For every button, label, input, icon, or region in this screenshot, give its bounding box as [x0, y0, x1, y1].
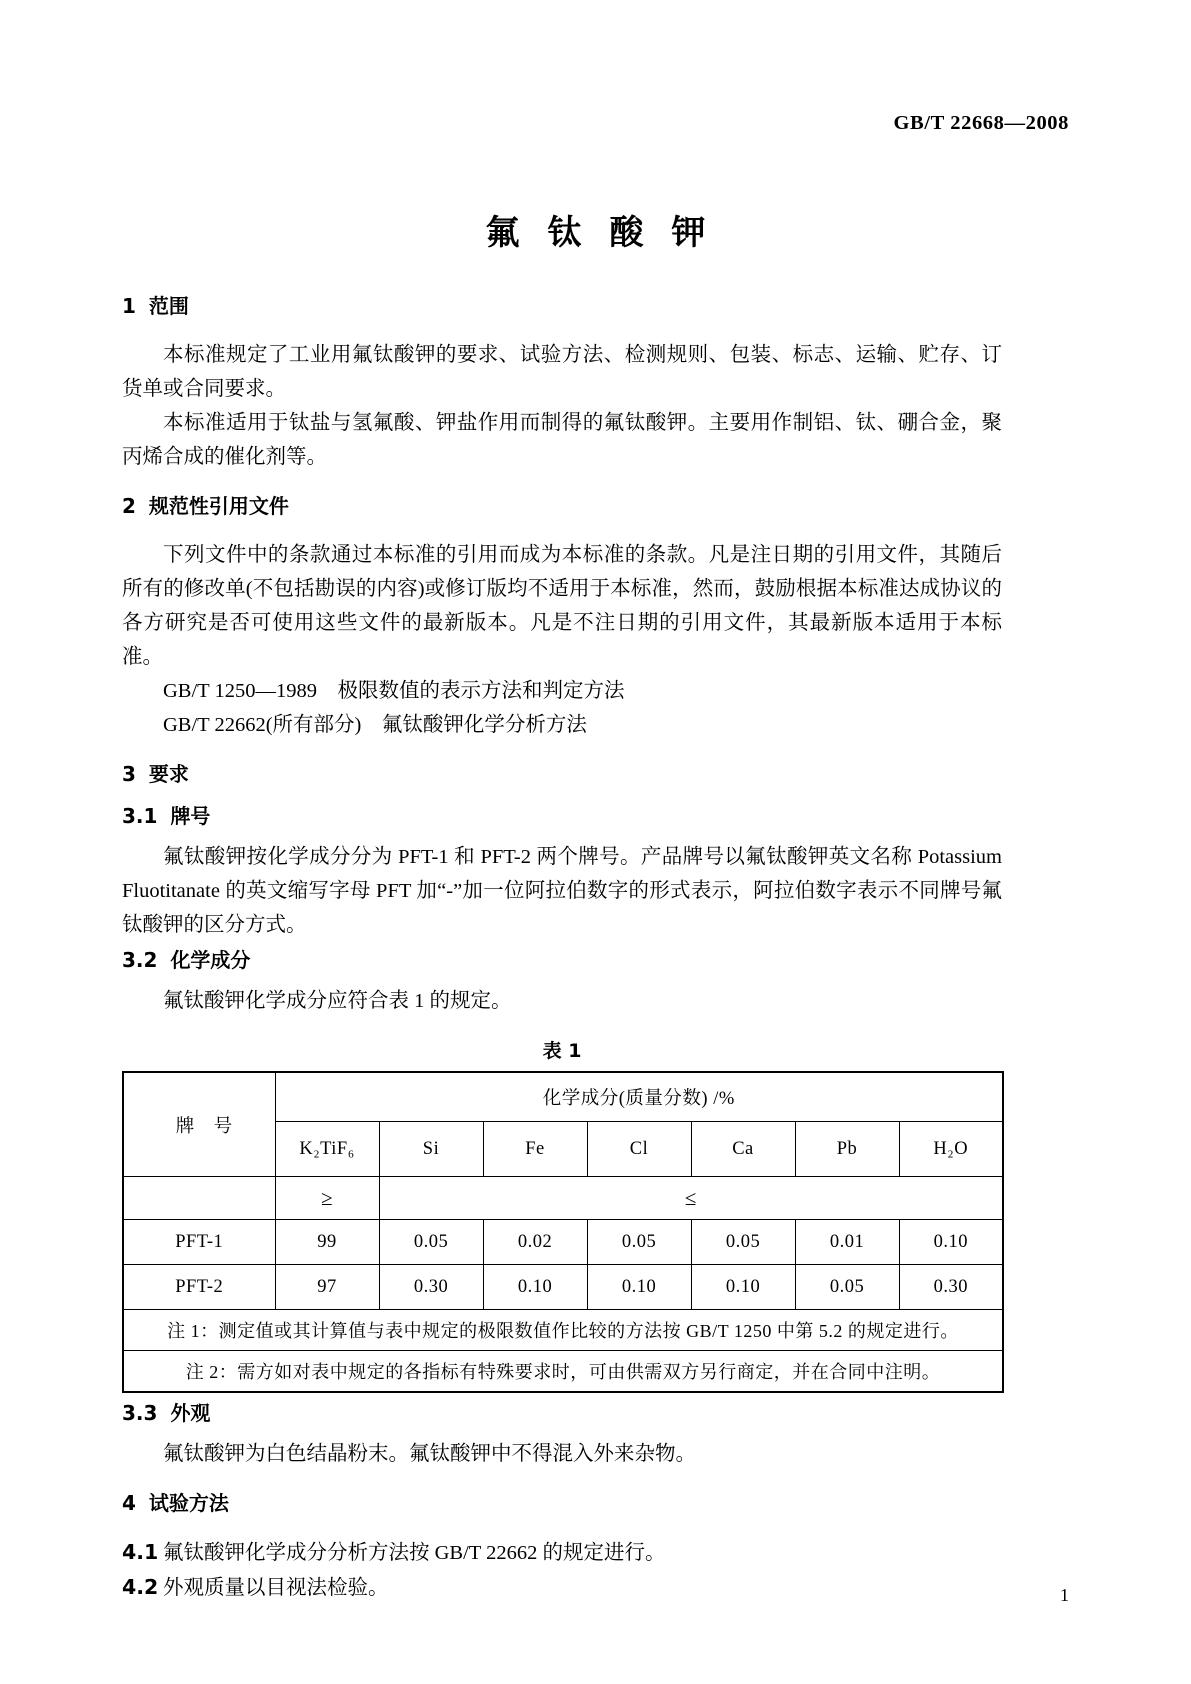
reference-gb-1250: GB/T 1250—1989 极限数值的表示方法和判定方法	[163, 680, 625, 702]
table-cell-h2o: 0.10	[899, 1220, 1003, 1265]
section-number-1: 1	[122, 294, 136, 318]
section-heading-3	[122, 764, 1002, 784]
clause-text-4-2: 外观质量以目视法检验。	[163, 1577, 389, 1599]
spacer	[122, 316, 1002, 338]
spacer	[122, 742, 1002, 764]
table-cell-k2tif6: 97	[275, 1265, 379, 1310]
table-header-row-group	[123, 1072, 1003, 1122]
table-note-row	[123, 1351, 1003, 1393]
table-col-header-k2tif6: K₂TiF₆	[275, 1122, 379, 1177]
table-cell-si: 0.30	[379, 1265, 483, 1310]
table-col-header-ca: Ca	[691, 1122, 795, 1177]
spacer	[122, 826, 1002, 840]
section-number-2: 2	[122, 494, 136, 518]
table-cell-cl: 0.05	[587, 1220, 691, 1265]
clause-text-4-1: 氟钛酸钾化学成分分析方法按 GB/T 22662 的规定进行。	[163, 1542, 666, 1564]
table-cell-si: 0.05	[379, 1220, 483, 1265]
section-heading-3-2	[122, 950, 1002, 970]
section-heading-1	[122, 296, 1002, 316]
table-note-2: 注 2：需方如对表中规定的各指标有特殊要求时，可由供需双方另行商定，并在合同中注明。	[123, 1351, 1003, 1393]
section-heading-3-3	[122, 1403, 1002, 1423]
table-cell-fe: 0.02	[483, 1220, 587, 1265]
spacer	[122, 1423, 1002, 1437]
table-limit-blank	[123, 1177, 275, 1220]
table-cell-ca: 0.05	[691, 1220, 795, 1265]
spacer	[122, 1018, 1002, 1036]
paragraph-1-2: 本标准适用于钛盐与氢氟酸、钾盐作用而制得的氟钛酸钾。主要用作制铝、钛、硼合金，聚丙烯合成的催化剂等。	[122, 412, 1002, 468]
table-col-header-si: Si	[379, 1122, 483, 1177]
section-title-2: 规范性引用文件	[148, 494, 289, 518]
chemical-composition-table	[122, 1071, 1004, 1393]
table-cell-h2o: 0.30	[899, 1265, 1003, 1310]
page-number: 1	[1060, 1585, 1069, 1605]
clause-4-2	[122, 1570, 1002, 1605]
section-title-3-2: 化学成分	[170, 948, 251, 972]
section-number-3: 3	[122, 762, 136, 786]
section-title-1: 范围	[148, 294, 189, 318]
table-limit-le: ≤	[379, 1177, 1003, 1220]
spacer	[122, 784, 1002, 806]
section-number-3-2: 3.2	[122, 948, 158, 972]
table-col-header-cl: Cl	[587, 1122, 691, 1177]
reference-gb-22662: GB/T 22662(所有部分) 氟钛酸钾化学分析方法	[163, 714, 587, 736]
table-note-row	[123, 1310, 1003, 1351]
table-note-1: 注 1：测定值或其计算值与表中规定的极限数值作比较的方法按 GB/T 1250 中第 5.2 的规定进行。	[123, 1310, 1003, 1351]
section-number-3-3: 3.3	[122, 1401, 158, 1425]
standard-number-header: GB/T 22668—2008	[893, 112, 1069, 134]
table-row	[123, 1220, 1003, 1265]
spacer	[122, 1471, 1002, 1493]
table-col-header-h2o: H₂O	[899, 1122, 1003, 1177]
paragraph-3-2-1: 氟钛酸钾化学成分应符合表 1 的规定。	[163, 990, 512, 1012]
table-limit-row	[123, 1177, 1003, 1220]
spacer	[122, 970, 1002, 984]
table-caption: 表 1	[542, 1040, 582, 1062]
section-number-3-1: 3.1	[122, 804, 158, 828]
table-cell-pb: 0.01	[795, 1220, 899, 1265]
table-cell-fe: 0.10	[483, 1265, 587, 1310]
table-cell-ca: 0.10	[691, 1265, 795, 1310]
clause-number-4-2: 4.2	[122, 1575, 159, 1599]
table-col-header-fe: Fe	[483, 1122, 587, 1177]
table-col-header-pb: Pb	[795, 1122, 899, 1177]
table-header-brand: 牌 号	[123, 1072, 275, 1177]
section-heading-4	[122, 1493, 1002, 1513]
section-title-3-1: 牌号	[170, 804, 211, 828]
table-header-composition: 化学成分(质量分数) /%	[275, 1072, 1003, 1122]
paragraph-2-1: 下列文件中的条款通过本标准的引用而成为本标准的条款。凡是注日期的引用文件，其随后所有的修改单(不包括勘误的内容)或修订版均不适用于本标准，然而，鼓励根据本标准达成协议的各方研究是否可使用这些文件的最新版本。凡是不注日期的引用文件，其最新版本适用于本标准。	[122, 544, 1002, 668]
document-body	[122, 296, 1002, 1605]
section-title-4: 试验方法	[148, 1491, 229, 1515]
section-heading-3-1	[122, 806, 1002, 826]
section-title-3: 要求	[148, 762, 189, 786]
table-limit-ge: ≥	[275, 1177, 379, 1220]
paragraph-3-1-1: 氟钛酸钾按化学成分分为 PFT-1 和 PFT-2 两个牌号。产品牌号以氟钛酸钾英文名称 Potassium Fluotitanate 的英文缩写字母 PFT 加“-”加一位阿拉伯数字的形式表示，阿拉伯数字表示不同牌号氟钛酸钾的区分方式。	[122, 846, 1002, 936]
page-title: 氟钛酸钾	[485, 213, 734, 253]
clause-4-1	[122, 1535, 1002, 1570]
spacer	[122, 1393, 1002, 1403]
spacer	[122, 942, 1002, 950]
section-title-3-3: 外观	[170, 1401, 211, 1425]
table-row	[123, 1265, 1003, 1310]
table-cell-brand: PFT-1	[123, 1220, 275, 1265]
section-heading-2	[122, 496, 1002, 516]
spacer	[122, 1513, 1002, 1535]
paragraph-1-1: 本标准规定了工业用氟钛酸钾的要求、试验方法、检测规则、包装、标志、运输、贮存、订货单或合同要求。	[122, 344, 1002, 400]
table-cell-pb: 0.05	[795, 1265, 899, 1310]
table-cell-cl: 0.10	[587, 1265, 691, 1310]
table-cell-k2tif6: 99	[275, 1220, 379, 1265]
table-cell-brand: PFT-2	[123, 1265, 275, 1310]
spacer	[122, 516, 1002, 538]
paragraph-3-3-1: 氟钛酸钾为白色结晶粉末。氟钛酸钾中不得混入外来杂物。	[163, 1443, 696, 1465]
spacer	[122, 474, 1002, 496]
clause-number-4-1: 4.1	[122, 1540, 159, 1564]
section-number-4: 4	[122, 1491, 136, 1515]
